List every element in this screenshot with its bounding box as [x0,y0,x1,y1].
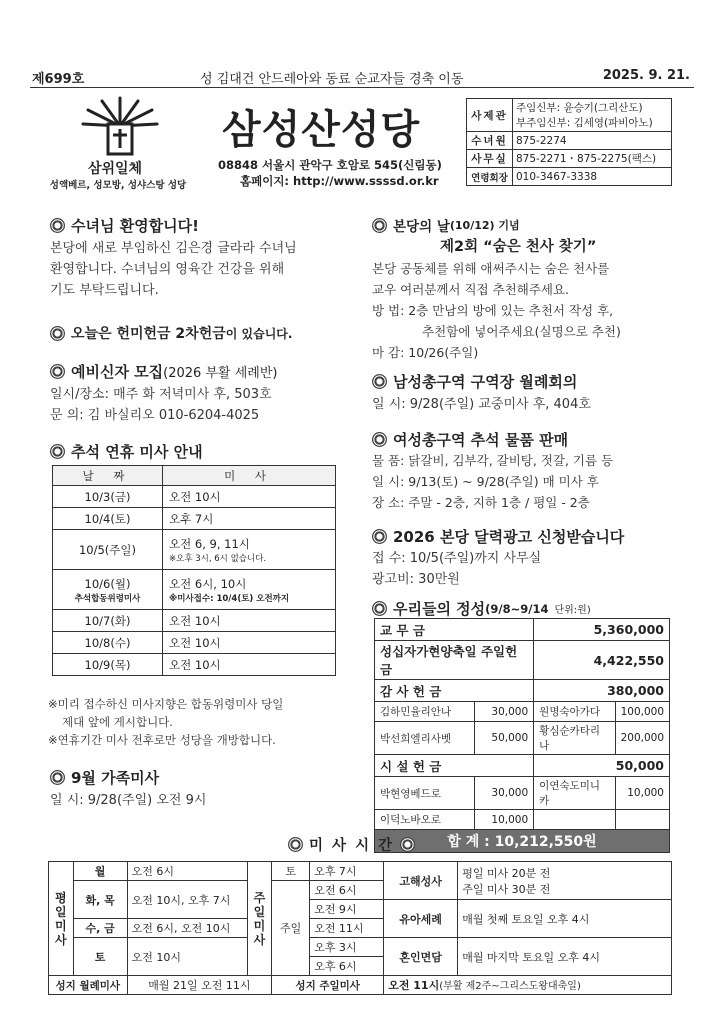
women-zone-title: 여성총구역 추석 물품 판매 [393,431,569,449]
calendar-ad-title: 2026 본당 달력광고 신청받습니다 [393,528,625,546]
total-row [375,830,670,853]
table-row: 교 무 금 5,360,000 [375,619,670,641]
welcome-body [50,238,297,301]
church-emblem-icon [80,96,160,156]
text-line: 추천함에 넣어주세요(실명으로 추천) [422,324,621,339]
table-row: 10/7(화) 오전 10시 [53,610,336,632]
bullet-emblem-icon [50,444,65,459]
table-row: 성십자가현양축일 주일헌금 4,422,550 [375,641,670,680]
text-line: 물 품: 닭갈비, 김부각, 갈비탕, 젓갈, 기름 등 [372,453,614,468]
parish-homepage[interactable]: 홈페이지: http://www.ssssd.or.kr [240,174,439,188]
text-line: 마 감: 10/26(주일) [372,345,479,360]
table-row: 10/3(금) 오전 10시 [53,486,336,508]
issue-number: 제699호 [32,72,85,87]
bullet-emblem-icon [372,374,387,389]
catechumen-body [50,384,272,426]
giving-title: 우리들의 정성 [393,600,486,618]
text-line: 문 의: 김 바실리오 010-6204-4025 [50,408,260,423]
giving-total: 합 계 : 10,212,550원 [375,830,670,853]
welcome-heading [50,215,199,236]
table-row: 평일미사 월 오전 6시 주일미사 토 오후 7시 고해성사 평일 미사 20분 전 주일 미사 30분 전 [49,862,672,881]
women-zone-heading [372,429,568,450]
chuseok-title: 추석 연휴 미사 안내 [71,443,203,461]
south-zone-heading [372,371,577,392]
contact-row [467,132,672,150]
feast-title: 성 김대건 안드레아와 동료 순교자들 경축 이동 [200,72,464,87]
bullet-emblem-icon [50,770,65,785]
table-row: 성지 월례미사 매월 21일 오전 11시 성지 주일미사 오전 11시(부활 제2주~그리스도왕대축일) [49,976,672,995]
text-line: 교우 여러분께서 직접 추천해주세요. [372,282,570,297]
table-row: 토 오전 10시 오후 3시 혼인면담 매월 마지막 토요일 오후 4시 [49,938,672,957]
bullet-emblem-icon [372,529,387,544]
text-line: 일 시: 9/13(토) ~ 9/28(주일) 매 미사 후 [372,474,599,489]
contact-value: 주임신부: 윤승기(그리산도) [516,102,643,114]
table-row: 10/8(수) 오전 10시 [53,632,336,654]
bullet-emblem-icon [372,218,387,233]
contact-value: 부주임신부: 김세영(파비아노) [516,117,653,129]
table-row: 오후 6시 [49,957,672,976]
trinity-label: 삼위일체 [87,161,143,177]
bullet-emblem-icon [372,432,387,447]
note-line: ※미리 접수하신 미사지향은 합동위령미사 당일 [48,697,284,711]
column-header: 날 짜 [53,466,163,486]
parish-day-heading: 본당의 날 (10/12) 기념 [372,215,520,235]
women-zone-body [372,450,613,513]
giving-table [374,618,670,853]
sunday-mass-label: 주일미사 [247,862,272,976]
note-line: 제대 앞에 게시합니다. [62,715,173,729]
table-row: 시 설 헌 금 50,000 [375,755,670,777]
welcome-title: 수녀님 환영합니다! [71,217,199,235]
schedule-heading [288,834,415,855]
parish-day-title: 본당의 날 [393,219,450,235]
table-row: 10/5(주일) 오전 6, 9, 11시 ※오후 3시, 6시 없습니다. [53,530,336,570]
bullet-emblem-icon [50,218,65,233]
schedule-title: 미 사 시 간 [309,838,395,854]
text-line: 일시/장소: 매주 화 저녁미사 후, 503호 [50,387,272,402]
text-line: 광고비: 30만원 [372,572,460,587]
text-line: 본당 공동체를 위해 애써주시는 숨은 천사를 [372,261,610,276]
catechumen-heading: 예비신자 모집 (2026 부활 세례반) [50,361,277,382]
chuseok-heading [50,441,203,462]
table-row: 감 사 헌 금 380,000 [375,680,670,702]
south-zone-line: 일 시: 9/28(주일) 교중미사 후, 404호 [372,397,591,412]
parish-day-subtitle: 제2회 “숨은 천사 찾기” [440,239,597,255]
table-row: 10/4(토) 오후 7시 [53,508,336,530]
mass-schedule-table [48,861,672,995]
family-mass-heading [50,767,159,788]
text-line: 방 법: 2층 만남의 방에 있는 추천서 작성 후, [372,303,614,318]
note-line: ※연휴기간 미사 전후로만 성당을 개방합니다. [48,733,276,747]
weekday-mass-label: 평일미사 [49,862,74,976]
patron-saints-label: 성액베르, 성모방, 성샤스탕 성당 [49,180,187,191]
bullet-emblem-icon [372,601,387,616]
family-mass-title: 9월 가족미사 [71,769,160,787]
calendar-ad-body [372,548,541,590]
issue-date: 2025. 9. 21. [602,68,690,83]
table-row: 수, 금 오전 6시, 오전 10시 오전 11시 [49,919,672,938]
table-row: 김하민율리안나 30,000 원명숙아가다 100,000 [375,702,670,722]
table-row: 10/6(월) 추석합동위령미사 오전 6시, 10시 ※미사접수: 10/4(토) 오전까지 [53,570,336,610]
contact-value: 875-2271・875-2275(팩스) [513,150,672,168]
chuseok-notes [48,695,283,749]
parish-address: 08848 서울시 관악구 호암로 545(신림동) [218,158,442,172]
contact-value: 010-3467-3338 [513,168,672,186]
bullet-emblem-icon [50,364,65,379]
contact-row [467,99,672,132]
contact-key: 사무실 [467,150,513,168]
giving-heading: 우리들의 정성 (9/8~9/14 단위:원) [372,598,591,619]
masthead-bar [30,66,694,88]
table-row: 박선희엘리사벳 50,000 황심순카타리나 200,000 [375,722,670,755]
text-line: 환영합니다. 수녀님의 영육간 건강을 위해 [50,262,285,277]
bullet-emblem-icon [50,326,65,341]
family-mass-line: 일 시: 9/28(주일) 오전 9시 [50,793,207,808]
table-row: 이덕노바오로 10,000 [375,810,670,830]
parish-title: 삼성산성당 [222,107,421,153]
calendar-ad-heading [372,526,624,547]
text-line: 기도 부탁드립니다. [50,283,159,298]
contact-key: 수녀원 [467,132,513,150]
table-row: 박현영베드로 30,000 이연숙도미니카 10,000 [375,777,670,810]
column-header: 미 사 [163,466,336,486]
contact-row [467,168,672,186]
bullet-emblem-icon [288,837,303,852]
parish-day-body [372,258,621,363]
table-row: 화, 목 오전 10시, 오후 7시 주일 오전 6시 [49,881,672,900]
contact-key: 사제관 [467,99,513,132]
text-line: 장 소: 주말 - 2층, 지하 1층 / 평일 - 2층 [372,495,590,510]
contact-table [466,98,672,186]
contact-value: 875-2274 [513,132,672,150]
catechumen-title: 예비신자 모집 [71,363,164,381]
offering-notice: 오늘은 헌미헌금 2차헌금이 있습니다. [50,323,292,343]
text-line: 접 수: 10/5(주일)까지 사무실 [372,551,542,566]
south-zone-title: 남성총구역 구역장 월례회의 [393,373,578,391]
contact-key: 연령회장 [467,168,513,186]
table-row: 10/9(목) 오전 10시 [53,654,336,676]
bullet-emblem-icon [400,837,415,852]
text-line: 본당에 새로 부임하신 김은경 글라라 수녀님 [50,241,297,256]
chuseok-mass-table [52,465,336,676]
table-row: 오전 9시 유아세례 매월 첫째 토요일 오후 4시 [49,900,672,919]
contact-row [467,150,672,168]
